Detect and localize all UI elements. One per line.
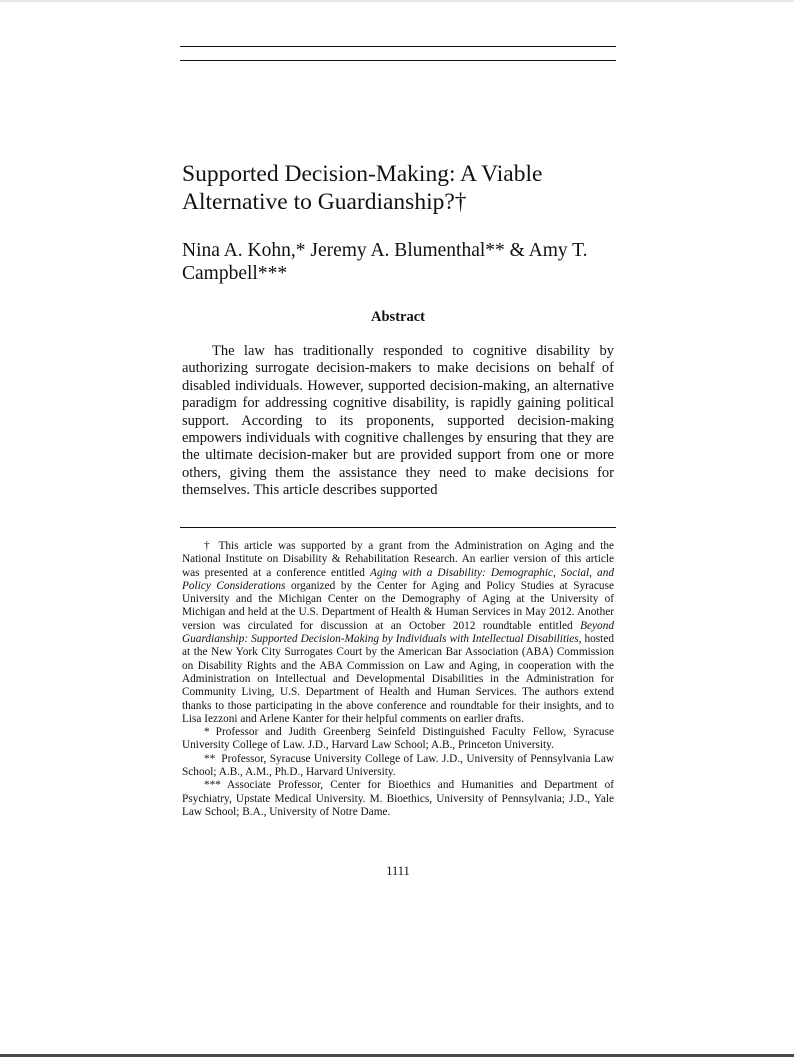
footnote-star-2: [182, 753, 614, 780]
abstract-heading: Abstract: [371, 309, 425, 325]
article-authors: Nina A. Kohn,* Jeremy A. Blumenthal** & Amy T. Campbell***: [182, 240, 588, 284]
page-number: 1111: [386, 864, 410, 878]
abstract-text: The law has traditionally responded to cognitive disability by authorizing surrogate decision-makers to make decisions on behalf of disabled individuals. However, supported decision-making, an alternative paradigm for addressing cognitive disability, is rapidly gaining political support. According to its proponents, supported decision-making empowers individuals with cognitive challenges by ensuring that they are the ultimate decision-maker but are provided support from one or more others, giving them the assistance they need to make decisions for themselves.: [182, 343, 614, 499]
footnote-text: , hosted at the New York City Surrogates Court by the American Bar Association (ABA) Commission on Disability Rights and the ABA Commission on Law and Aging, in cooperation with the Administration on Intellectual and Developmental Disabilities in the Administration for Community Living, U.S. Department of Health and Human Services. The authors extend thanks to those participating in the above conference and roundtable for their insights, and to Lisa Iezzoni and Arlene Kanter for their helpful comments on earlier drafts.: [182, 633, 614, 725]
footnote-italic-title: Aging with a Disability: Demographic, Social, and Policy Considerations: [182, 566, 615, 592]
footnote-star-1: [182, 726, 614, 753]
footnote-text: Associate Professor, Center for Bioethics and Humanities and Department of Psychiatry, Upstate Medical University. M. Bioethics, University of Pennsylvania; J.D., Yale Law School; B.A., University of Notre Dame.: [182, 779, 614, 818]
footnotes: [182, 540, 614, 819]
footnote-mark: ***: [204, 779, 221, 792]
footnote-mark: **: [204, 752, 216, 765]
footnote-dagger: [182, 540, 614, 726]
header-rule-top: [180, 46, 616, 47]
footnote-italic-title: Beyond Guardianship: Supported Decision-Making by Individuals with Intellectual Disabilities: [182, 619, 614, 646]
footnote-mark: *: [204, 726, 210, 739]
footnote-text: Professor and Judith Greenberg Seinfeld Distinguished Faculty Fellow, Syracuse University College of Law. J.D., Harvard Law School; A.B., Princeton University.: [182, 726, 614, 752]
article-title: Supported Decision-Making: A Viable Alternative to Guardianship?†: [182, 161, 543, 215]
footnote-text: This article was supported by a grant from the Administration on Aging and the National Institute on Disability & Rehabilitation Research. An earlier version of this article was presented at a conference entitled: [182, 540, 615, 579]
footnote-separator: [180, 527, 616, 528]
footnote-text: Professor, Syracuse University College of Law. J.D., University of Pennsylvania Law School; A.B., A.M., Ph.D., Harvard University.: [182, 752, 614, 779]
header-rule-bottom: [180, 60, 616, 61]
footnote-mark: †: [204, 540, 213, 552]
abstract-last-line: This article describes supported: [253, 482, 438, 499]
page-top-edge: [0, 0, 794, 2]
footnote-star-3: [182, 779, 614, 819]
footnote-text: organized by the Center for Aging and Policy Studies at Syracuse University and the Michigan Center on the Demography of Aging at the University of Michigan and held at the U.S. Department of Health & Human Services in May 2012. Another version was circulated for discussion at an October 2012 roundtable entitled: [182, 579, 614, 632]
abstract-body: [182, 343, 614, 500]
